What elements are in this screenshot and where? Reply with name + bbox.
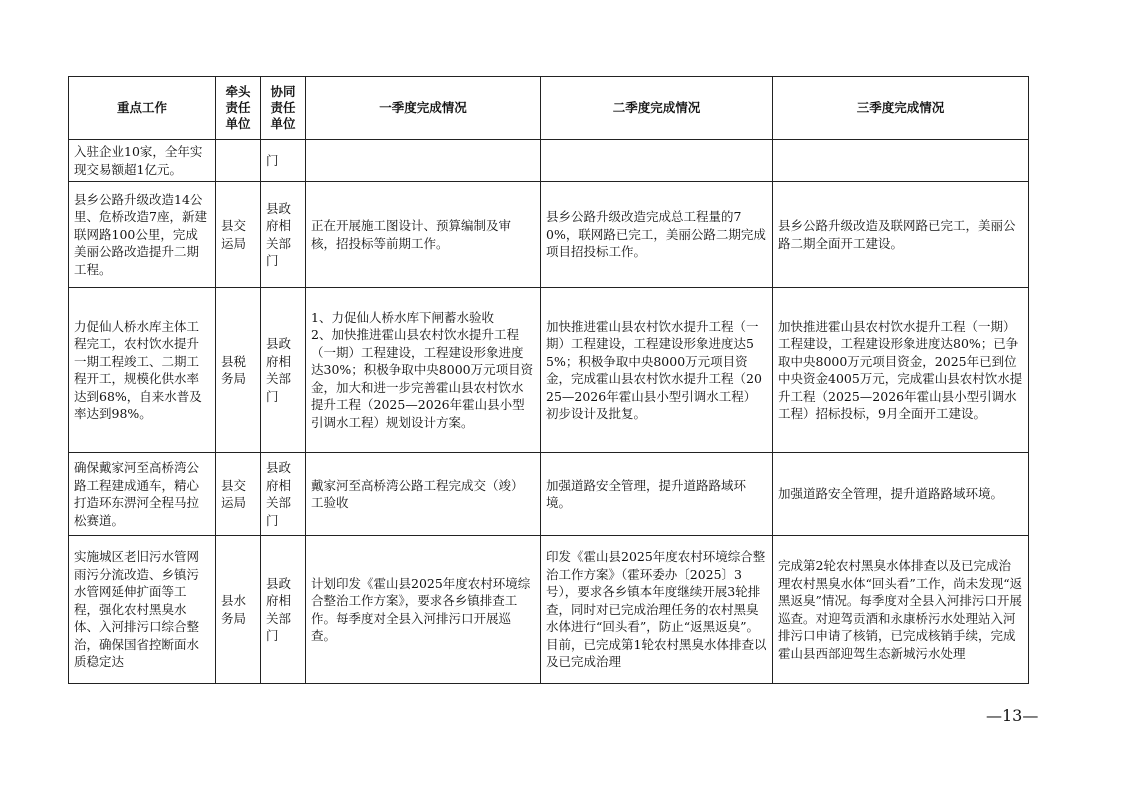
cell-q1: 正在开展施工图设计、预算编制及审核，招投标等前期工作。 [306, 182, 541, 288]
cell-coop-unit: 县政府相关部门 [261, 288, 306, 453]
cell-lead-unit: 县税务局 [216, 288, 261, 453]
cell-q3: 加快推进霍山县农村饮水提升工程（一期）工程建设，工程建设形象进度达80%；已争取中央8000万元项目资金，2025年已到位中央资金4005万元，完成霍山县农村饮水提升工程（2025—2026年霍山县小型引调水工程）招标投标，9月全面开工建设。 [773, 288, 1029, 453]
cell-q1: 戴家河至高桥湾公路工程完成交（竣）工验收 [306, 453, 541, 536]
header-lead-unit-text: 牵头 责任 单位 [225, 84, 251, 131]
cell-q1 [306, 140, 541, 182]
cell-key-work: 实施城区老旧污水管网雨污分流改造、乡镇污水管网延伸扩面等工程，强化农村黑臭水体、入河排污口综合整治，确保国省控断面水质稳定达 [69, 536, 216, 684]
table-row [69, 182, 1029, 288]
header-q2: 二季度完成情况 [541, 77, 773, 140]
cell-key-work: 县乡公路升级改造14公里、危桥改造7座，新建联网路100公里，完成美丽公路改造提升二期工程。 [69, 182, 216, 288]
page-number: —13— [986, 706, 1039, 725]
header-row [69, 77, 1029, 140]
cell-key-work: 确保戴家河至高桥湾公路工程建成通车，精心打造环东淠河全程马拉松赛道。 [69, 453, 216, 536]
cell-q3 [773, 140, 1029, 182]
cell-q1: 计划印发《霍山县2025年度农村环境综合整治工作方案》，要求各乡镇排查工作。每季度对全县入河排污口开展巡查。 [306, 536, 541, 684]
header-lead-unit [216, 77, 261, 140]
table-row [69, 536, 1029, 684]
cell-lead-unit: 县交运局 [216, 182, 261, 288]
cell-lead-unit [216, 140, 261, 182]
cell-q2: 县乡公路升级改造完成总工程量的70%，联网路已完工，美丽公路二期完成项目招投标工作。 [541, 182, 773, 288]
cell-lead-unit: 县交运局 [216, 453, 261, 536]
cell-q2: 加快推进霍山县农村饮水提升工程（一期）工程建设，工程建设形象进度达55%；积极争取中央8000万元项目资金，完成霍山县农村饮水提升工程（2025—2026年霍山县小型引调水工程）初步设计及批复。 [541, 288, 773, 453]
header-coop-unit [261, 77, 306, 140]
cell-q2: 加强道路安全管理，提升道路路域环境。 [541, 453, 773, 536]
cell-key-work: 力促仙人桥水库主体工程完工，农村饮水提升一期工程竣工、二期工程开工，规模化供水率达到68%，自来水普及率达到98%。 [69, 288, 216, 453]
table-row [69, 453, 1029, 536]
cell-coop-unit: 县政府相关部门 [261, 453, 306, 536]
cell-q2: 印发《霍山县2025年度农村环境综合整治工作方案》（霍环委办〔2025〕3号），要求各乡镇本年度继续开展3轮排查，同时对已完成治理任务的农村黑臭水体进行“回头看”，防止“返黑返臭”。目前，已完成第1轮农村黑臭水体排查以及已完成治理 [541, 536, 773, 684]
cell-coop-unit: 县政府相关部门 [261, 182, 306, 288]
header-q3: 三季度完成情况 [773, 77, 1029, 140]
cell-q3: 加强道路安全管理，提升道路路域环境。 [773, 453, 1029, 536]
cell-coop-unit: 门 [261, 140, 306, 182]
cell-coop-unit: 县政府相关部门 [261, 536, 306, 684]
cell-q3: 完成第2轮农村黑臭水体排查以及已完成治理农村黑臭水体“回头看”工作，尚未发现“返黑返臭”情况。每季度对全县入河排污口开展巡查。对迎驾贡酒和永康桥污水处理站入河排污口申请了核销，已完成核销手续，完成霍山县西部迎驾生态新城污水处理 [773, 536, 1029, 684]
table-row [69, 140, 1029, 182]
cell-q3: 县乡公路升级改造及联网路已完工，美丽公路二期全面开工建设。 [773, 182, 1029, 288]
key-work-table [68, 76, 1029, 684]
table-row [69, 288, 1029, 453]
header-key-work: 重点工作 [69, 77, 216, 140]
cell-key-work: 入驻企业10家，全年实现交易额超1亿元。 [69, 140, 216, 182]
header-q1: 一季度完成情况 [306, 77, 541, 140]
cell-q1: 1、力促仙人桥水库下闸蓄水验收 2、加快推进霍山县农村饮水提升工程（一期）工程建设，工程建设形象进度达30%；积极争取中央8000万元项目资金，加大和进一步完善霍山县农村饮水提升工程（2025—2026年霍山县小型引调水工程）规划设计方案。 [306, 288, 541, 453]
header-coop-unit-text: 协同 责任 单位 [270, 84, 296, 131]
cell-q2 [541, 140, 773, 182]
cell-lead-unit: 县水务局 [216, 536, 261, 684]
